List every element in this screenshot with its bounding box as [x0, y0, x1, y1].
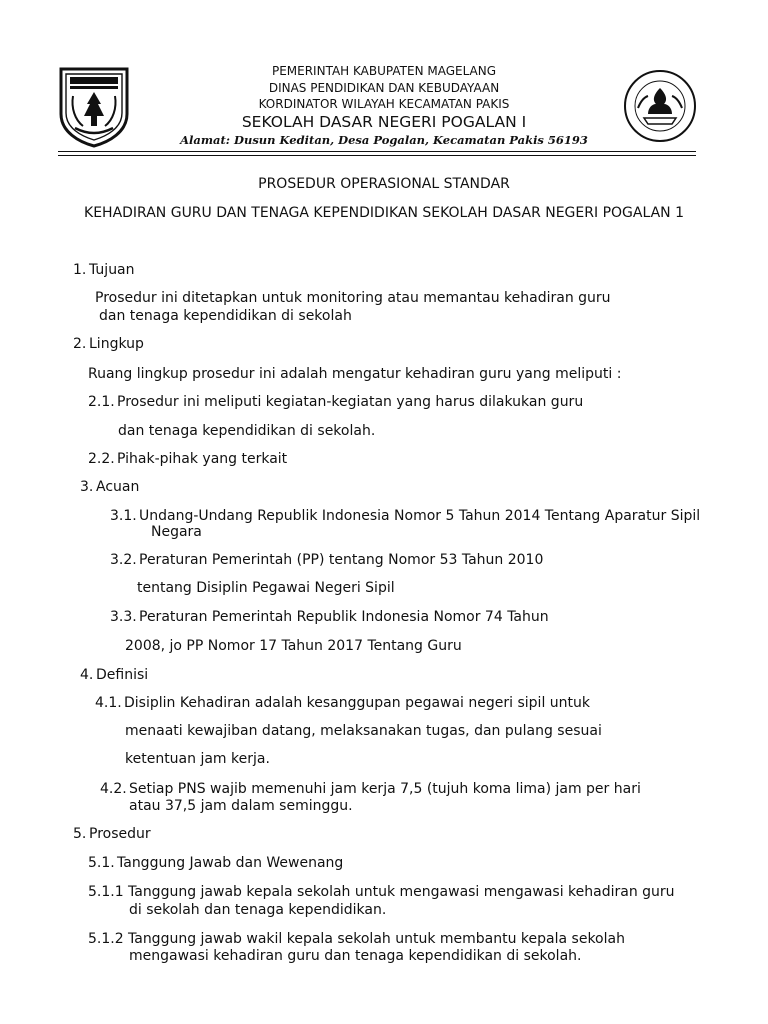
school-name: SEKOLAH DASAR NEGERI POGALAN I [241, 113, 527, 131]
letterhead-line-2: DINAS PENDIDIKAN DAN KEBUDAYAAN [268, 81, 500, 95]
letterhead-line-1: PEMERINTAH KABUPATEN MAGELANG [271, 64, 497, 78]
list-item-continuation: dan tenaga kependidikan di sekolah. [118, 423, 376, 439]
school-address: Alamat: Dusun Keditan, Desa Pogalan, Kecamatan Pakis 56193 [180, 133, 588, 147]
list-item-continuation: tentang Disiplin Pegawai Negeri Sipil [137, 580, 395, 596]
section-number: 2. [73, 336, 87, 352]
section-heading: Lingkup [89, 336, 144, 352]
section-heading: Prosedur [89, 826, 151, 842]
item-number: 5.1. [88, 855, 115, 871]
list-item: Undang-Undang Republik Indonesia Nomor 5 Tahun 2014 Tentang Aparatur Sipil [139, 508, 701, 524]
letterhead-rule-thin [58, 155, 696, 156]
item-number: 2.2. [88, 451, 115, 467]
section-number: 3. [80, 479, 94, 495]
list-item-continuation: Negara [151, 524, 202, 540]
item-number: 2.1. [88, 394, 115, 410]
list-item-continuation: 2008, jo PP Nomor 17 Tahun 2017 Tentang Guru [125, 638, 462, 654]
list-item-continuation: menaati kewajiban datang, melaksanakan tugas, dan pulang sesuai [125, 723, 602, 739]
item-number: 3.3. [110, 609, 137, 625]
list-item: Peraturan Pemerintah (PP) tentang Nomor 53 Tahun 2010 [139, 552, 544, 568]
list-item: Tanggung jawab kepala sekolah untuk mengawasi mengawasi kehadiran guru [128, 884, 675, 900]
doc-title: PROSEDUR OPERASIONAL STANDAR [258, 176, 510, 192]
item-number: 4.1. [95, 695, 122, 711]
section-heading: Acuan [96, 479, 140, 495]
item-number: 3.1. [110, 508, 137, 524]
list-item-continuation: di sekolah dan tenaga kependidikan. [129, 902, 387, 918]
section-number: 5. [73, 826, 87, 842]
letterhead-line-3: KORDINATOR WILAYAH KECAMATAN PAKIS [258, 97, 510, 111]
doc-subtitle: KEHADIRAN GURU DAN TENAGA KEPENDIDIKAN SEKOLAH DASAR NEGERI POGALAN 1 [84, 205, 684, 221]
item-number: 5.1.2 [88, 931, 124, 947]
list-item: Setiap PNS wajib memenuhi jam kerja 7,5 (tujuh koma lima) jam per hari [129, 781, 641, 797]
paragraph: Prosedur ini ditetapkan untuk monitoring atau memantau kehadiran guru [95, 290, 611, 306]
section-number: 1. [73, 262, 87, 278]
list-item: Pihak-pihak yang terkait [117, 451, 288, 467]
list-item: Prosedur ini meliputi kegiatan-kegiatan yang harus dilakukan guru [117, 394, 584, 410]
section-number: 4. [80, 667, 94, 683]
list-item: Disiplin Kehadiran adalah kesanggupan pegawai negeri sipil untuk [124, 695, 590, 711]
list-item-continuation: mengawasi kehadiran guru dan tenaga kependidikan di sekolah. [129, 948, 582, 964]
list-item-continuation: atau 37,5 jam dalam seminggu. [129, 798, 353, 814]
list-item: Peraturan Pemerintah Republik Indonesia Nomor 74 Tahun [139, 609, 549, 625]
letterhead-rule-thick [58, 151, 696, 152]
paragraph: dan tenaga kependidikan di sekolah [99, 308, 352, 324]
section-heading: Definisi [96, 667, 149, 683]
list-item-continuation: ketentuan jam kerja. [125, 751, 270, 767]
list-item: Tanggung Jawab dan Wewenang [117, 855, 344, 871]
item-number: 3.2. [110, 552, 137, 568]
list-item: Tanggung jawab wakil kepala sekolah untuk membantu kepala sekolah [128, 931, 625, 947]
item-number: 5.1.1 [88, 884, 124, 900]
section-heading: Tujuan [89, 262, 135, 278]
paragraph: Ruang lingkup prosedur ini adalah mengatur kehadiran guru yang meliputi : [88, 366, 622, 382]
item-number: 4.2. [100, 781, 127, 797]
